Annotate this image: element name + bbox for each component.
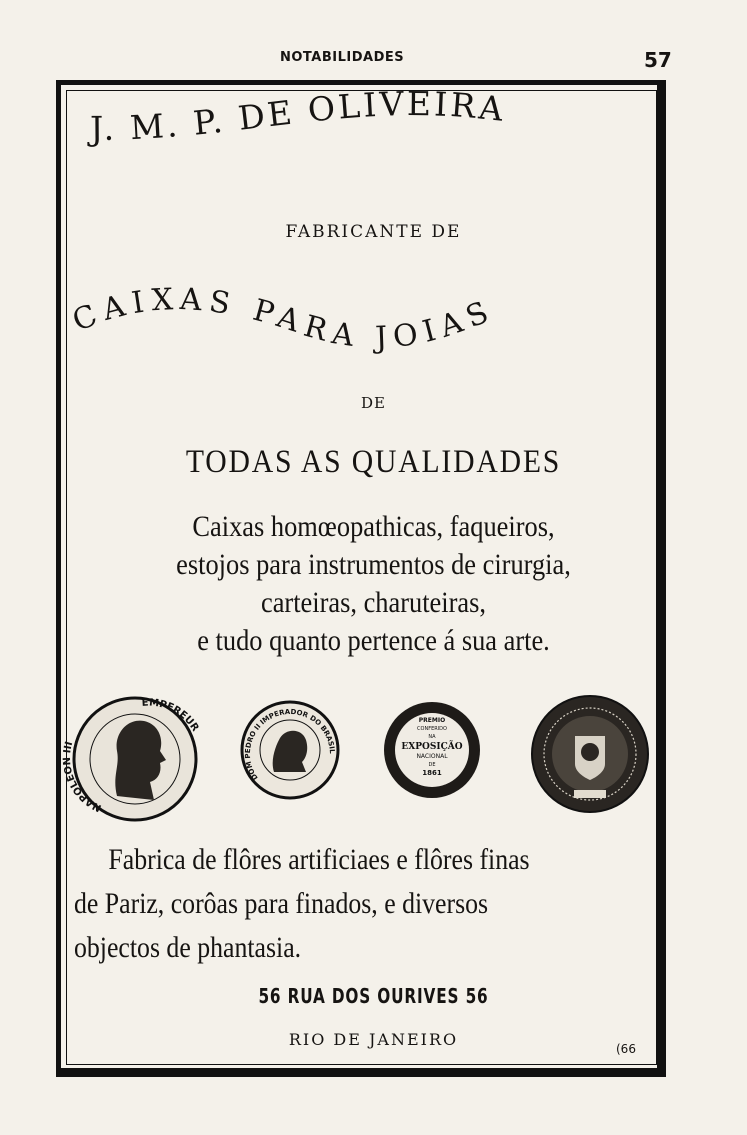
flowers-line: de Pariz, corôas para finados, e diversos bbox=[74, 887, 489, 920]
premio-line: CONFERIDO bbox=[417, 726, 447, 732]
napoleon-legend-left: NAPOLEON III bbox=[61, 740, 104, 814]
qualities-heading: TODAS AS QUALIDADES bbox=[185, 444, 562, 480]
running-title: NOTABILIDADES bbox=[280, 50, 405, 65]
flowers-line: Fabrica de flôres artificiaes e flôres finas bbox=[108, 843, 530, 876]
napoleon-legend-right: EMPEREUR bbox=[141, 697, 201, 734]
premio-line: 1861 bbox=[422, 769, 442, 777]
product-description bbox=[0, 508, 747, 660]
napoleon-medal bbox=[61, 696, 201, 822]
description-line: carteiras, charuteiras, bbox=[260, 586, 487, 619]
city: RIO DE JANEIRO bbox=[288, 1030, 459, 1049]
merchant-name-text: J. M. P. DE OLIVEIRA bbox=[89, 84, 508, 149]
premio-line: DE bbox=[428, 762, 436, 768]
street-address: 56 RUA DOS OURIVES 56 bbox=[258, 984, 489, 1008]
premio-line: NA bbox=[428, 734, 436, 740]
flowers-paragraph bbox=[74, 838, 652, 970]
imperial-arms-medal bbox=[530, 694, 650, 814]
dom-pedro-medal bbox=[240, 700, 340, 800]
dom-pedro-legend: DOM PEDRO II IMPERADOR DO BRASIL bbox=[243, 707, 337, 782]
description-line: e tudo quanto pertence á sua arte. bbox=[197, 624, 550, 657]
description-line: estojos para instrumentos de cirurgia, bbox=[176, 548, 571, 581]
description-line: Caixas homœopathicas, faqueiros, bbox=[192, 510, 555, 543]
printer-reference: (66 bbox=[616, 1042, 636, 1056]
subtitle-fabricante: FABRICANTE DE bbox=[285, 222, 462, 242]
premio-line: PREMIO bbox=[418, 717, 446, 724]
product-title bbox=[67, 281, 660, 367]
page-number: 57 bbox=[644, 48, 672, 72]
connector-de: DE bbox=[361, 394, 386, 412]
merchant-name bbox=[80, 84, 650, 160]
premio-medal bbox=[382, 700, 482, 800]
product-title-text: CAIXAS PARA JOIAS bbox=[67, 281, 500, 356]
premio-line: EXPOSIÇÃO bbox=[401, 742, 463, 752]
svg-text:CAIXAS PARA JOIAS bbox=[68, 282, 500, 356]
premio-line: NACIONAL bbox=[416, 753, 448, 760]
flowers-line: objectos de phantasia. bbox=[74, 931, 302, 964]
